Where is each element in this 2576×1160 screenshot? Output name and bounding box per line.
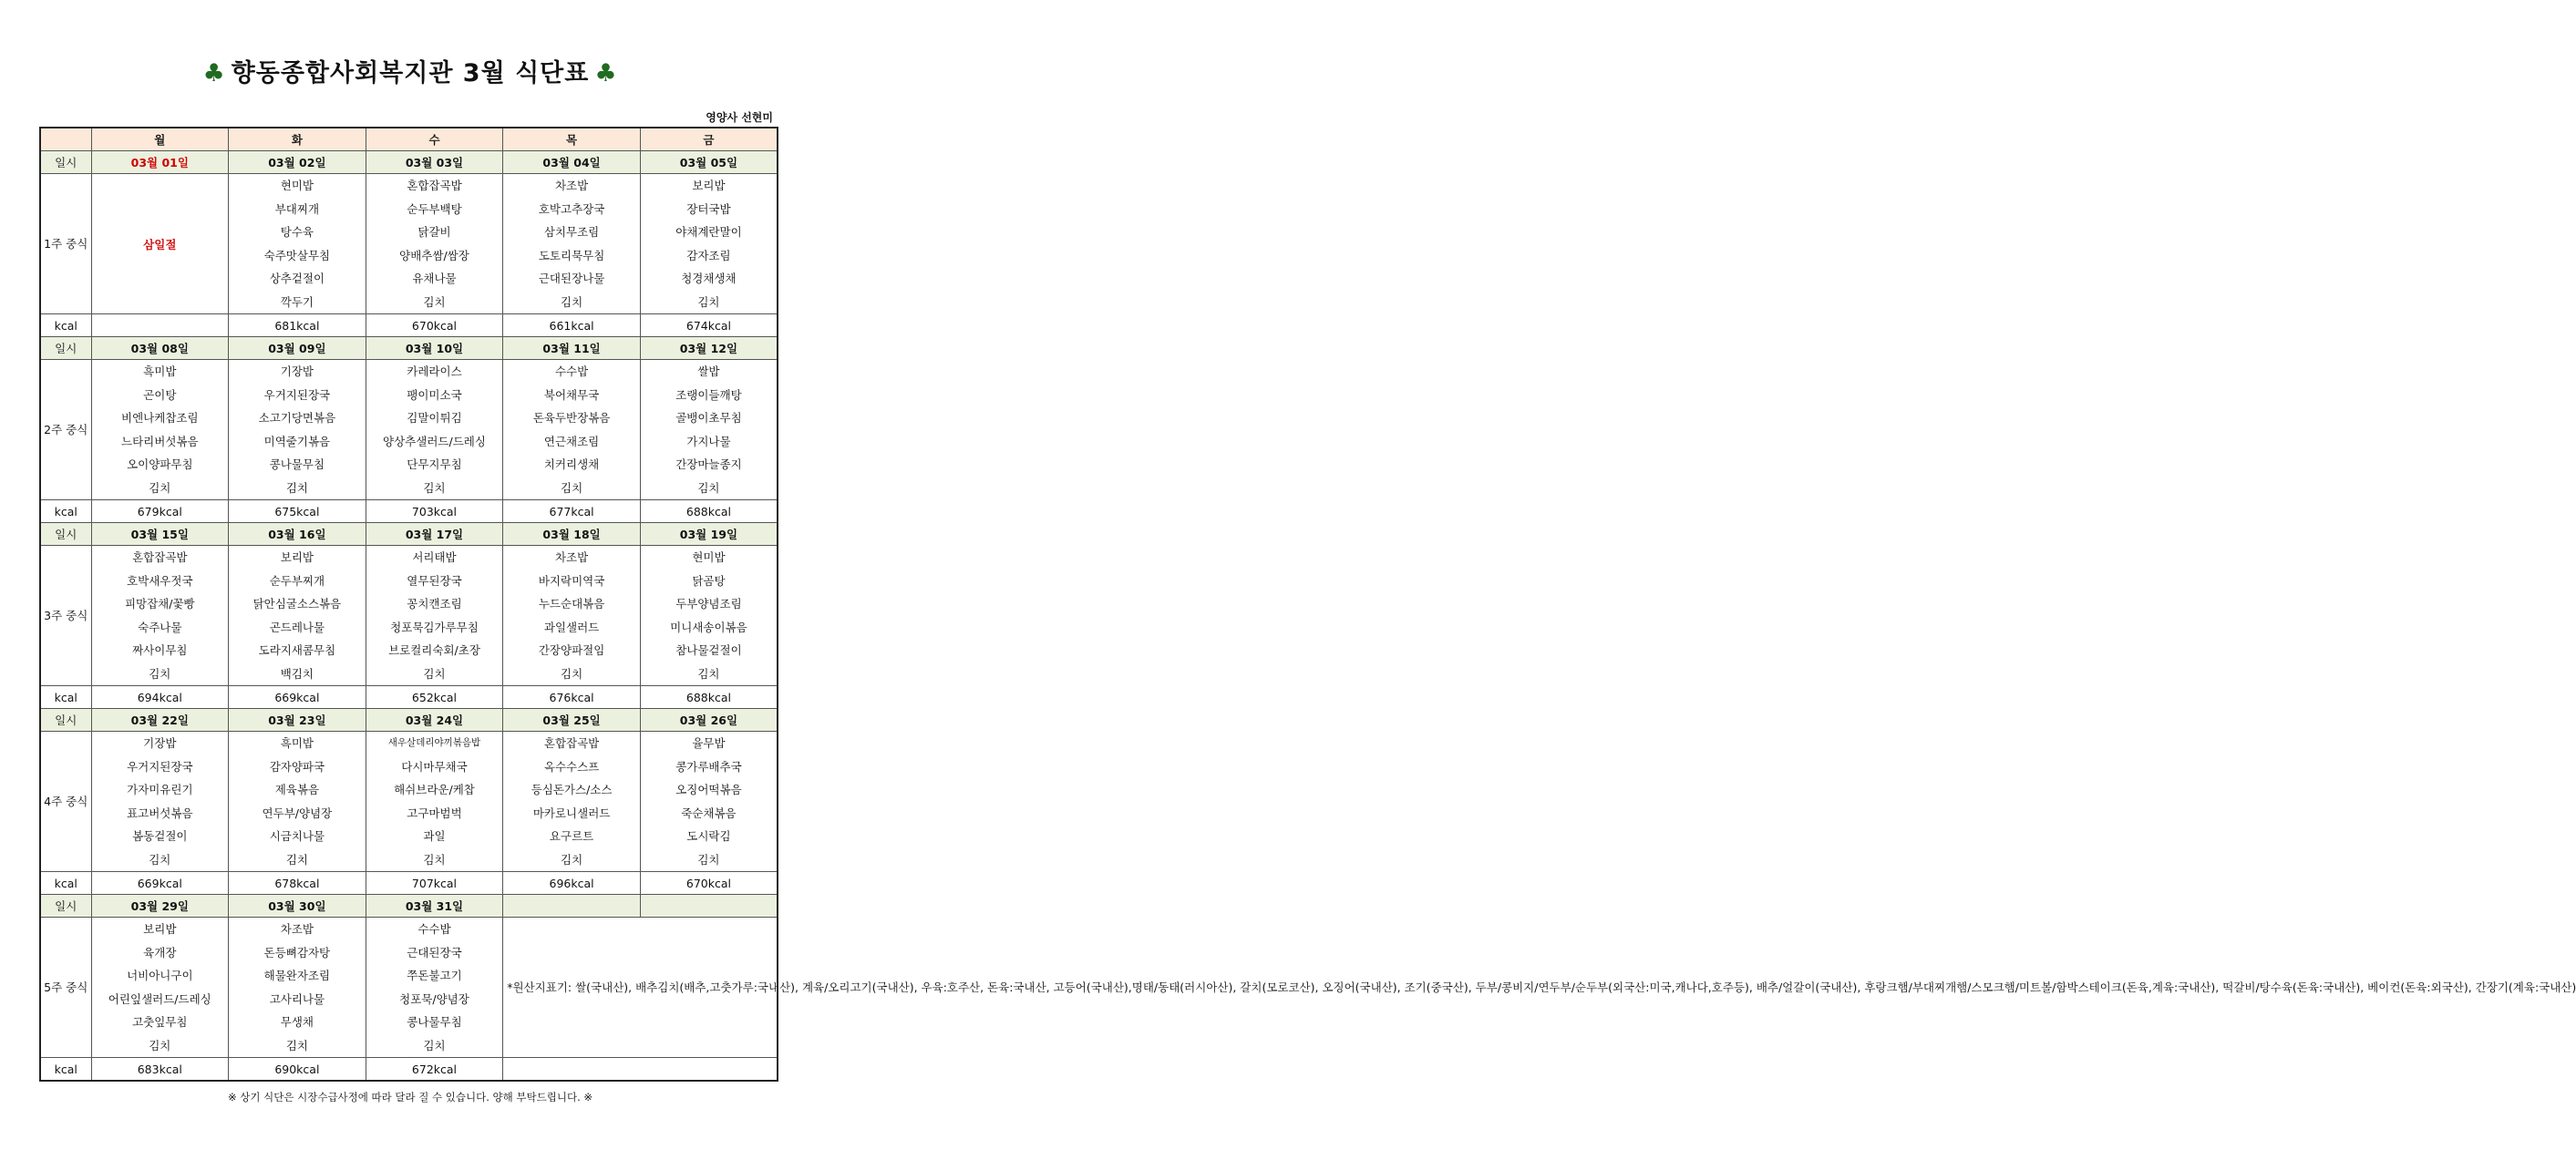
- menu-item: 차조밥: [280, 922, 314, 936]
- menu-item: 소고기당면볶음: [258, 411, 336, 425]
- menu-item: 흑미밥: [280, 736, 314, 750]
- menu-item: 어린잎샐러드/드레싱: [108, 991, 211, 1006]
- menu-item: 간장마늘종지: [675, 457, 742, 471]
- menu-item: 김치: [285, 1038, 308, 1052]
- menu-item: 청경채생채: [681, 272, 737, 285]
- date-cell: 03월 22일: [91, 709, 229, 732]
- kcal-cell: [503, 1058, 778, 1082]
- kcal-cell: 688kcal: [640, 686, 778, 709]
- day-header-fri: 금: [640, 128, 778, 151]
- menu-item: 호박고추장국: [538, 201, 605, 216]
- date-cell: 03월 29일: [91, 895, 229, 918]
- menu-item: 오징어떡볶음: [675, 783, 742, 796]
- kcal-row: [40, 500, 778, 523]
- menu-item: 우거지된장국: [127, 759, 193, 774]
- menu-cell: [229, 918, 366, 1058]
- menu-item: 청포묵/양념장: [399, 991, 469, 1006]
- kcal-cell: 675kcal: [229, 500, 366, 523]
- menu-item: 곤이탕: [143, 387, 177, 402]
- menu-item: 김치: [561, 480, 583, 495]
- date-cell: 03월 10일: [366, 337, 503, 360]
- menu-item: 느타리버섯볶음: [121, 434, 199, 448]
- menu-item: 김치: [149, 1038, 171, 1052]
- menu-cell: [91, 918, 229, 1058]
- menu-item: 김치: [285, 852, 308, 867]
- menu-item: 보리밥: [143, 922, 177, 936]
- menu-item: 바지락미역국: [538, 573, 605, 588]
- menu-item: 치커리생채: [543, 457, 600, 471]
- menu-row: [40, 174, 778, 314]
- menu-cell: [366, 360, 503, 500]
- menu-item: 차조밥: [554, 550, 589, 564]
- menu-cell: [366, 732, 503, 872]
- menu-item: 닭곰탕: [692, 573, 726, 588]
- menu-item: 차조밥: [554, 179, 589, 192]
- menu-item: 흑미밥: [143, 364, 177, 378]
- menu-item: 마카로니샐러드: [532, 806, 611, 820]
- kcal-cell: 652kcal: [366, 686, 503, 709]
- date-label: 일시: [40, 709, 91, 732]
- date-cell: 03월 03일: [366, 151, 503, 174]
- date-cell: 03월 18일: [503, 523, 641, 546]
- day-header-mon: 월: [91, 128, 229, 151]
- menu-item: 백김치: [280, 666, 314, 681]
- menu-item: 참나물겉절이: [675, 643, 742, 657]
- kcal-row: [40, 686, 778, 709]
- day-header-wed: 수: [366, 128, 503, 151]
- menu-item: 순두부백탕: [407, 201, 462, 216]
- date-cell: 03월 11일: [503, 337, 641, 360]
- menu-item: 감자조림: [686, 248, 731, 262]
- date-label: 일시: [40, 337, 91, 360]
- date-cell: [640, 895, 778, 918]
- menu-item: 숙주맛살무침: [263, 248, 331, 262]
- menu-item: 쭈돈불고기: [407, 969, 462, 982]
- kcal-cell: 681kcal: [229, 314, 366, 337]
- menu-item: 새우살데리야끼볶음밥: [387, 737, 481, 748]
- menu-item: 간장양파절임: [538, 643, 605, 657]
- menu-cell: [91, 546, 229, 686]
- menu-item: 혼합잡곡밥: [543, 736, 600, 750]
- kcal-cell: 677kcal: [503, 500, 641, 523]
- kcal-cell: 661kcal: [503, 314, 641, 337]
- menu-cell: [503, 360, 641, 500]
- menu-cell: [91, 732, 229, 872]
- kcal-cell: 707kcal: [366, 872, 503, 895]
- menu-item: 우거지된장국: [263, 387, 331, 402]
- date-cell: 03월 30일: [229, 895, 366, 918]
- date-row: [40, 523, 778, 546]
- menu-item: 브로컬리숙회/초장: [388, 643, 480, 657]
- menu-item: 수수밥: [417, 922, 451, 936]
- date-cell: 03월 19일: [640, 523, 778, 546]
- kcal-cell: 670kcal: [640, 872, 778, 895]
- menu-item: 현미밥: [280, 179, 314, 192]
- menu-cell: [229, 360, 366, 500]
- date-cell: 03월 16일: [229, 523, 366, 546]
- date-row: [40, 895, 778, 918]
- kcal-label: kcal: [40, 1058, 91, 1082]
- menu-item: 등심돈가스/소스: [531, 783, 613, 796]
- kcal-label: kcal: [40, 500, 91, 523]
- kcal-cell: 679kcal: [91, 500, 229, 523]
- menu-item: 율무밥: [692, 736, 726, 750]
- menu-item: 고구마범벅: [407, 806, 462, 820]
- menu-item: 혼합잡곡밥: [407, 179, 462, 192]
- menu-cell: [503, 546, 641, 686]
- menu-item: 제육볶음: [274, 783, 320, 796]
- menu-row: [40, 546, 778, 686]
- menu-item: 숙주나물: [138, 620, 182, 634]
- kcal-cell: 703kcal: [366, 500, 503, 523]
- menu-item: 고사리나물: [269, 991, 325, 1006]
- club-icon: ♣: [202, 59, 226, 87]
- menu-item: 혼합잡곡밥: [132, 550, 188, 564]
- menu-cell: [229, 174, 366, 314]
- menu-item: 북어채무국: [543, 387, 600, 402]
- menu-item: 김치: [697, 852, 720, 867]
- menu-row: [40, 918, 778, 1058]
- date-row: [40, 709, 778, 732]
- page-title: [0, 53, 820, 88]
- menu-item: 오이양파무침: [127, 457, 193, 471]
- menu-item: 청포묵김가루무침: [390, 620, 479, 634]
- menu-item: 김치: [423, 294, 446, 309]
- menu-item: 비엔나케찹조림: [121, 411, 199, 425]
- menu-item: 육개장: [143, 945, 177, 960]
- kcal-cell: 678kcal: [229, 872, 366, 895]
- club-icon: ♣: [594, 59, 618, 87]
- menu-item: 돈등뼈감자탕: [263, 945, 331, 960]
- menu-item: 미역줄기볶음: [263, 434, 331, 448]
- footnote: ※ 상기 식단은 시장수급사정에 따라 달라 질 수 있습니다. 양해 부탁드립니다. ※: [227, 1091, 593, 1104]
- kcal-row: [40, 314, 778, 337]
- menu-item: 고춧잎무침: [132, 1015, 188, 1029]
- kcal-label: kcal: [40, 686, 91, 709]
- menu-item: 김치: [149, 852, 171, 867]
- menu-item: 요구르트: [549, 829, 594, 843]
- menu-item: 해물완자조림: [263, 969, 331, 982]
- date-cell: 03월 08일: [91, 337, 229, 360]
- menu-item: 장터국밥: [686, 201, 731, 216]
- menu-item: 서리태밥: [412, 550, 457, 564]
- menu-item: 부대찌개: [274, 201, 320, 216]
- menu-item: 양상추샐러드/드레싱: [383, 434, 486, 448]
- menu-item: 기장밥: [143, 736, 177, 750]
- menu-item: 단무지무침: [407, 457, 462, 471]
- kcal-cell: 690kcal: [229, 1058, 366, 1082]
- menu-item: 꽁치캔조림: [407, 597, 462, 611]
- week-label: 5주 중식: [40, 918, 91, 1058]
- menu-item: 골뱅이초무침: [675, 411, 742, 425]
- header-corner: [40, 128, 91, 151]
- menu-item: 김치: [423, 480, 446, 495]
- date-row: [40, 151, 778, 174]
- kcal-cell: 683kcal: [91, 1058, 229, 1082]
- week-label: 3주 중식: [40, 546, 91, 686]
- menu-item: 감자양파국: [269, 759, 325, 774]
- menu-item: 보리밥: [692, 179, 726, 192]
- kcal-row: [40, 1058, 778, 1082]
- date-row: [40, 337, 778, 360]
- menu-cell: [229, 546, 366, 686]
- menu-item: 야채계란말이: [675, 225, 742, 239]
- origin-note: *원산지표기: 쌀(국내산), 배추김치(배추,고춧가루:국내산), 계육/오리고기(국내산), 우육:호주산, 돈육:국내산, 고등어(국내산),명태/동태(러시아산), 갈치(모로코산), 오징어(국내산), 조기(중국산), 두부/콩비지/연두부/순두부(외국산:미국,캐나다,호주등), 배추/얼갈이(국내산), 후랑크햄/부대찌개햄/스모크햄/미트볼/함박스테이크(돈육,계육:국내산), 떡갈비/탕수육(돈육:국내산), 베이컨(돈육:외국산), 간장기(계육:국내산): [503, 918, 778, 1058]
- menu-item: 가자미유린기: [127, 783, 193, 796]
- menu-cell: [503, 732, 641, 872]
- menu-item: 곤드레나물: [269, 620, 325, 634]
- menu-item: 콩가루배추국: [675, 759, 742, 774]
- date-cell: [503, 895, 641, 918]
- menu-item: 콩나물무침: [269, 457, 325, 471]
- menu-item: 김치: [561, 852, 583, 867]
- date-cell: 03월 01일: [91, 151, 229, 174]
- kcal-cell: 674kcal: [640, 314, 778, 337]
- kcal-cell: 696kcal: [503, 872, 641, 895]
- date-cell: 03월 17일: [366, 523, 503, 546]
- menu-cell: [229, 732, 366, 872]
- menu-item: 근대된장나물: [538, 272, 605, 285]
- menu-item: 다시마무채국: [401, 759, 468, 774]
- menu-item: 삼치무조림: [543, 225, 600, 239]
- menu-item: 도라지새콤무침: [258, 643, 336, 657]
- menu-item: 보리밥: [280, 550, 314, 564]
- menu-item: 미니새송이볶음: [670, 620, 747, 634]
- kcal-cell: 688kcal: [640, 500, 778, 523]
- menu-item: 팽이미소국: [407, 387, 462, 402]
- week-label: 1주 중식: [40, 174, 91, 314]
- menu-item: 카레라이스: [407, 364, 462, 378]
- menu-item: 가지나물: [686, 434, 731, 448]
- menu-item: 너비아니구이: [127, 969, 193, 982]
- kcal-cell: 676kcal: [503, 686, 641, 709]
- menu-item: 김치: [561, 294, 583, 309]
- menu-item: 봄동겉절이: [132, 829, 188, 843]
- date-cell: 03월 15일: [91, 523, 229, 546]
- title-text: 향동종합사회복지관 3월 식단표: [231, 59, 590, 87]
- menu-cell: [640, 360, 778, 500]
- menu-item: 근대된장국: [407, 945, 462, 960]
- kcal-row: [40, 872, 778, 895]
- menu-item: 열무된장국: [407, 573, 462, 588]
- menu-item: 짜사이무침: [132, 643, 188, 657]
- menu-item: 김치: [149, 666, 171, 681]
- menu-table: [39, 127, 2576, 1082]
- menu-item: 닭안심굴소스볶음: [252, 597, 342, 611]
- menu-item: 유채나물: [412, 272, 457, 285]
- menu-item: 기장밥: [280, 364, 314, 378]
- day-header-row: [40, 128, 778, 151]
- menu-item: 김치: [697, 666, 720, 681]
- menu-item: 죽순채볶음: [681, 806, 737, 820]
- day-header-thu: 목: [503, 128, 641, 151]
- week-label: 4주 중식: [40, 732, 91, 872]
- menu-item: 깍두기: [280, 294, 314, 309]
- week-label: 2주 중식: [40, 360, 91, 500]
- menu-item: 쌀밥: [697, 364, 720, 378]
- kcal-cell: 670kcal: [366, 314, 503, 337]
- menu-item: 도시락김: [686, 829, 731, 843]
- menu-item: 표고버섯볶음: [127, 806, 193, 820]
- kcal-cell: 672kcal: [366, 1058, 503, 1082]
- menu-item: 호박새우젓국: [127, 573, 193, 588]
- menu-item: 김치: [423, 1038, 446, 1052]
- kcal-cell: 669kcal: [229, 686, 366, 709]
- menu-item: 현미밥: [692, 550, 726, 564]
- date-cell: 03월 26일: [640, 709, 778, 732]
- menu-item: 조랭이들깨탕: [675, 387, 742, 402]
- menu-item: 상추겉절이: [269, 272, 325, 285]
- date-cell: 03월 04일: [503, 151, 641, 174]
- menu-item: 과일샐러드: [543, 620, 600, 634]
- menu-item: 무생채: [280, 1015, 314, 1029]
- date-cell: 03월 24일: [366, 709, 503, 732]
- date-label: 일시: [40, 151, 91, 174]
- menu-cell: [503, 174, 641, 314]
- menu-cell: [640, 546, 778, 686]
- menu-item: 김치: [697, 294, 720, 309]
- kcal-label: kcal: [40, 872, 91, 895]
- menu-cell: [366, 546, 503, 686]
- menu-item: 해쉬브라운/케찹: [394, 783, 475, 796]
- menu-item: 돈육두반장볶음: [532, 411, 611, 425]
- menu-item: 김치: [285, 480, 308, 495]
- dietitian-label: 영양사 선현미: [706, 111, 773, 124]
- menu-item: 누드순대볶음: [538, 597, 605, 611]
- menu-item: 김치: [697, 480, 720, 495]
- menu-item: 수수밥: [554, 364, 589, 378]
- menu-cell: [91, 360, 229, 500]
- menu-item: 김치: [561, 666, 583, 681]
- date-cell: 03월 02일: [229, 151, 366, 174]
- menu-cell: [366, 174, 503, 314]
- menu-cell: [640, 732, 778, 872]
- menu-item: 양배추쌈/쌈장: [399, 248, 469, 262]
- menu-item: 김치: [423, 852, 446, 867]
- date-cell: 03월 31일: [366, 895, 503, 918]
- day-header-tue: 화: [229, 128, 366, 151]
- menu-item: 두부양념조림: [675, 597, 742, 611]
- date-cell: 03월 23일: [229, 709, 366, 732]
- menu-row: [40, 360, 778, 500]
- menu-item: 과일: [423, 829, 446, 843]
- date-label: 일시: [40, 523, 91, 546]
- menu-item: 김말이튀김: [407, 411, 462, 425]
- kcal-cell: [91, 314, 229, 337]
- menu-item: 연근채조림: [543, 434, 600, 448]
- kcal-label: kcal: [40, 314, 91, 337]
- menu-cell: [366, 918, 503, 1058]
- date-label: 일시: [40, 895, 91, 918]
- menu-item: 탕수육: [280, 225, 314, 239]
- kcal-cell: 669kcal: [91, 872, 229, 895]
- menu-item: 도토리묵무침: [538, 248, 605, 262]
- menu-item: 김치: [423, 666, 446, 681]
- menu-item: 김치: [149, 480, 171, 495]
- holiday-label: 삼일절: [91, 174, 229, 314]
- menu-item: 순두부찌개: [269, 573, 325, 588]
- menu-item: 피망잡채/꽃빵: [124, 597, 195, 611]
- date-cell: 03월 05일: [640, 151, 778, 174]
- date-cell: 03월 12일: [640, 337, 778, 360]
- menu-row: [40, 732, 778, 872]
- menu-item: 시금치나물: [269, 829, 325, 843]
- date-cell: 03월 25일: [503, 709, 641, 732]
- menu-item: 콩나물무침: [407, 1015, 462, 1029]
- menu-cell: [640, 174, 778, 314]
- kcal-cell: 694kcal: [91, 686, 229, 709]
- menu-item: 옥수수스프: [543, 759, 600, 774]
- menu-item: 닭갈비: [417, 225, 451, 239]
- date-cell: 03월 09일: [229, 337, 366, 360]
- menu-item: 연두부/양념장: [262, 806, 333, 820]
